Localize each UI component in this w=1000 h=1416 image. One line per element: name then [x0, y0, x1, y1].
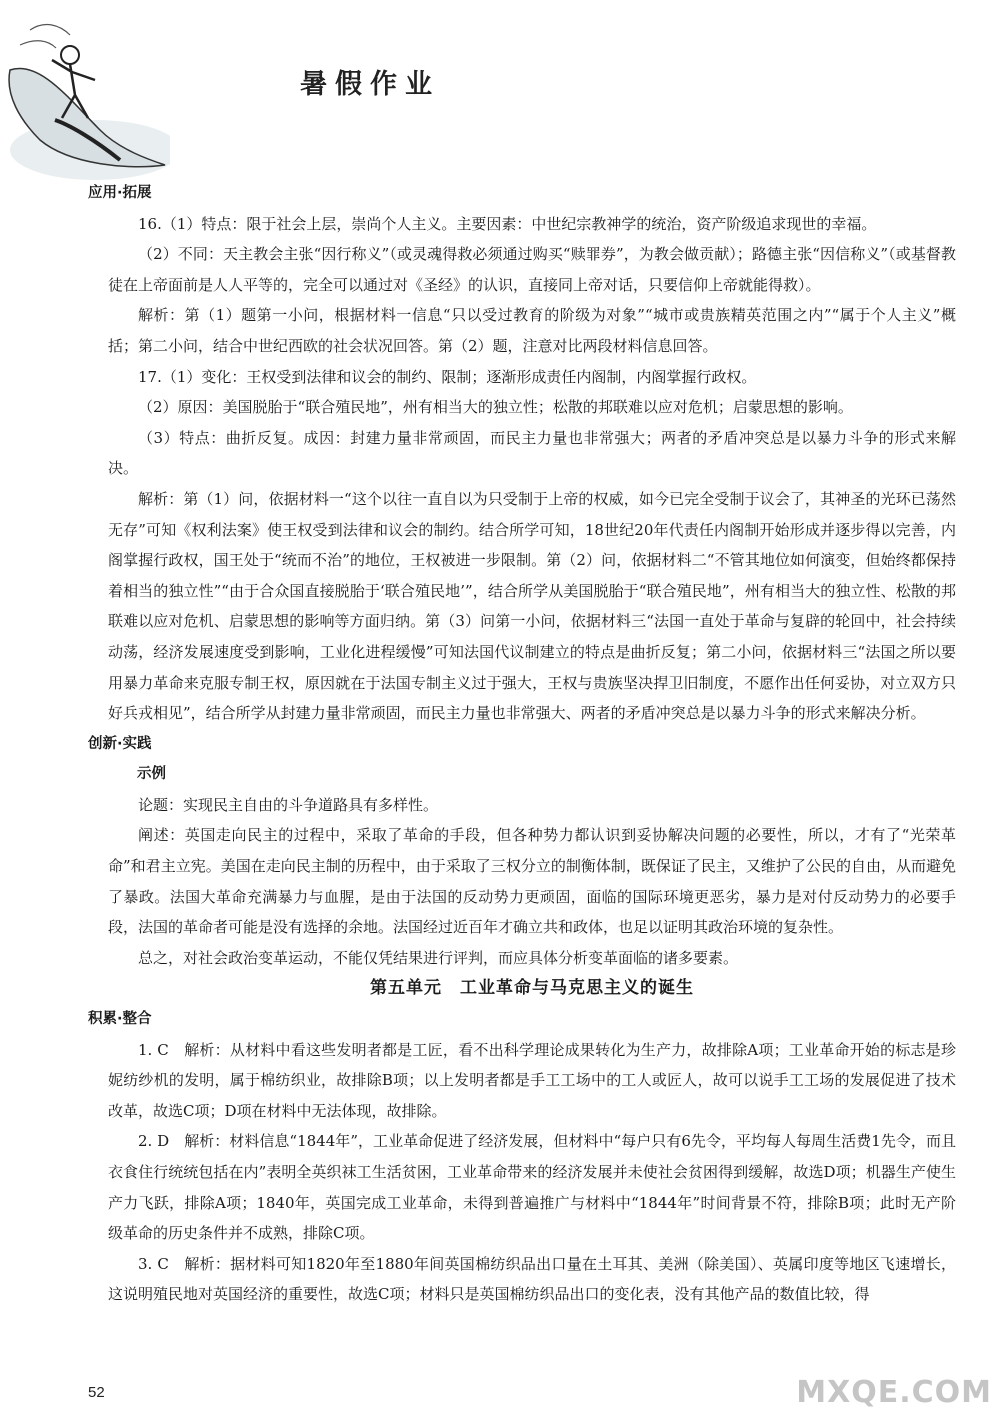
paragraph: 论题：实现民主自由的斗争道路具有多样性。 — [138, 795, 439, 814]
paragraph: 解析：第（1）问，依据材料一“这个以往一直自以为只受制于上帝的权威，如今已完全受制于议会了，其神圣的光环已荡然无存”可知《权利法案》使王权受到法律和议会的制约。结合所学可知，18世纪20年代责任内阁制开始形成并逐步得以完善，内阁掌握行政权，国王处于“统而不治”的地位，王权被进一步限制。第（2）问，依据材料二“不管其地位如何演变，但始终都保持着相当的独立性”“由于合众国直接脱胎于‘联合殖民地’”，结合所学从美国脱胎于“联合殖民地”，州有相当大的独立性、松散的邦联难以应对危机、启蒙思想的影响等方面归纳。第（3）问第一小问，依据材料三“法国一直处于革命与复辟的轮回中，社会持续动荡，经济发展速度受到影响，工业化进程缓慢”可知法国代议制建立的特点是曲折反复；第二小问，依据材料三“法国之所以要用暴力革命来克服专制王权，原因就在于法国专制主义过于强大，王权与贵族坚决捍卫旧制度，不愿作出任何妥协，对立双方只好兵戎相见”，结合所学从封建力量非常顽固，而民主力量也非常强大、两者的矛盾冲突总是以暴力斗争的形式来解决分析。 — [108, 489, 956, 723]
section-heading: 应用·拓展 — [88, 185, 152, 201]
spray-lines — [20, 25, 70, 48]
paragraph: 3. C 解析：据材料可知1820年至1880年间英国棉纺织品出口量在土耳其、美洲（除美国）、英属印度等地区飞速增长，这说明殖民地对英国经济的重要性，故选C项；材料只是英国棉纺织品出口的变化表，没有其他产品的数值比较，得 — [108, 1254, 956, 1304]
section-heading: 积累·整合 — [88, 1011, 152, 1028]
paragraph: 17.（1）变化：王权受到法律和议会的制约、限制；逐渐形成责任内阁制，内阁掌握行政权。 — [138, 367, 757, 386]
paragraph: （2）原因：美国脱胎于“联合殖民地”，州有相当大的独立性；松散的邦联难以应对危机；启蒙思想的影响。 — [138, 398, 853, 417]
paragraph: 总之，对社会政治变革运动，不能仅凭结果进行评判，而应具体分析变革面临的诸多要素。 — [138, 948, 739, 967]
paragraph: （2）不同：天主教会主张“因行称义”（或灵魂得救必须通过购买“赎罪券”，为教会做贡献）；路德主张“因信称义”（或基督教徒在上帝面前是人人平等的，完全可以通过对《圣经》的认识，直接同上帝对话，只要信仰上帝就能得救）。 — [108, 245, 956, 294]
section-heading: 创新·实践 — [88, 735, 152, 752]
surfer-illustration — [0, 0, 170, 185]
watermark — [796, 1306, 1000, 1416]
paragraph: 1. C 解析：从材料中看这些发明者都是工匠，看不出科学理论成果转化为生产力，故排除A项；工业革命开始的标志是珍妮纺纱机的发明，属于棉纺织业，故排除B项；以上发明者都是手工工场中的工人或匠人，故可以说手工工场的发展促进了技术改革，故选C项；D项在材料中无法体现，故排除。 — [108, 1040, 956, 1120]
page-number: 52 — [88, 1384, 105, 1401]
answer-content — [88, 178, 956, 1310]
page-header-title: 暑假作业 — [300, 69, 440, 100]
surfer-head — [61, 46, 79, 64]
paragraph: （3）特点：曲折反复。成因：封建力量非常顽固，而民主力量也非常强大；两者的矛盾冲突总是以暴力斗争的形式来解决。 — [108, 428, 956, 478]
paragraph: 16.（1）特点：限于社会上层，崇尚个人主义。主要因素：中世纪宗教神学的统治，资产阶级追求现世的幸福。 — [138, 214, 877, 233]
paragraph: 阐述：英国走向民主的过程中，采取了革命的手段，但各种势力都认识到妥协解决问题的必要性，所以，才有了“光荣革命”和君主立宪。美国在走向民主制的历程中，由于采取了三权分立的制衡体制，既保证了民主，又维护了公民的自由，从而避免了暴政。法国大革命充满暴力与血腥，是由于法国的反动势力更顽固，面临的国际环境更恶劣，暴力是对付反动势力的必要手段，法国的革命者可能是没有选择的余地。法国经过近百年才确立共和政体，也足以证明其政治环境的复杂性。 — [108, 826, 956, 937]
sub-heading: 示例 — [137, 766, 166, 783]
watermark-text: MXQE.COM — [796, 1375, 992, 1410]
paragraph: 解析：第（1）题第一小问，根据材料一信息“只以受过教育的阶级为对象”“城市或贵族精英范围之内”“属于个人主义”概括；第二小问，结合中世纪西欧的社会状况回答。第（2）题，注意对比两段材料信息回答。 — [108, 306, 956, 355]
unit-title: 第五单元 工业革命与马克思主义的诞生 — [370, 978, 694, 999]
paragraph: 2. D 解析：材料信息“1844年”，工业革命促进了经济发展，但材料中“每户只有6先令，平均每人每周生活费1先令，而且衣食住行统统包括在内”表明全英织袜工生活贫困，工业革命带来的经济发展并未使社会贫困得到缓解，故选D项；机器生产使生产力飞跃，排除A项；1840年，英国完成工业革命，未得到普遍推广与材料中“1844年”时间背景不符，排除B项；此时无产阶级革命的历史条件并不成熟，排除C项。 — [108, 1132, 956, 1243]
